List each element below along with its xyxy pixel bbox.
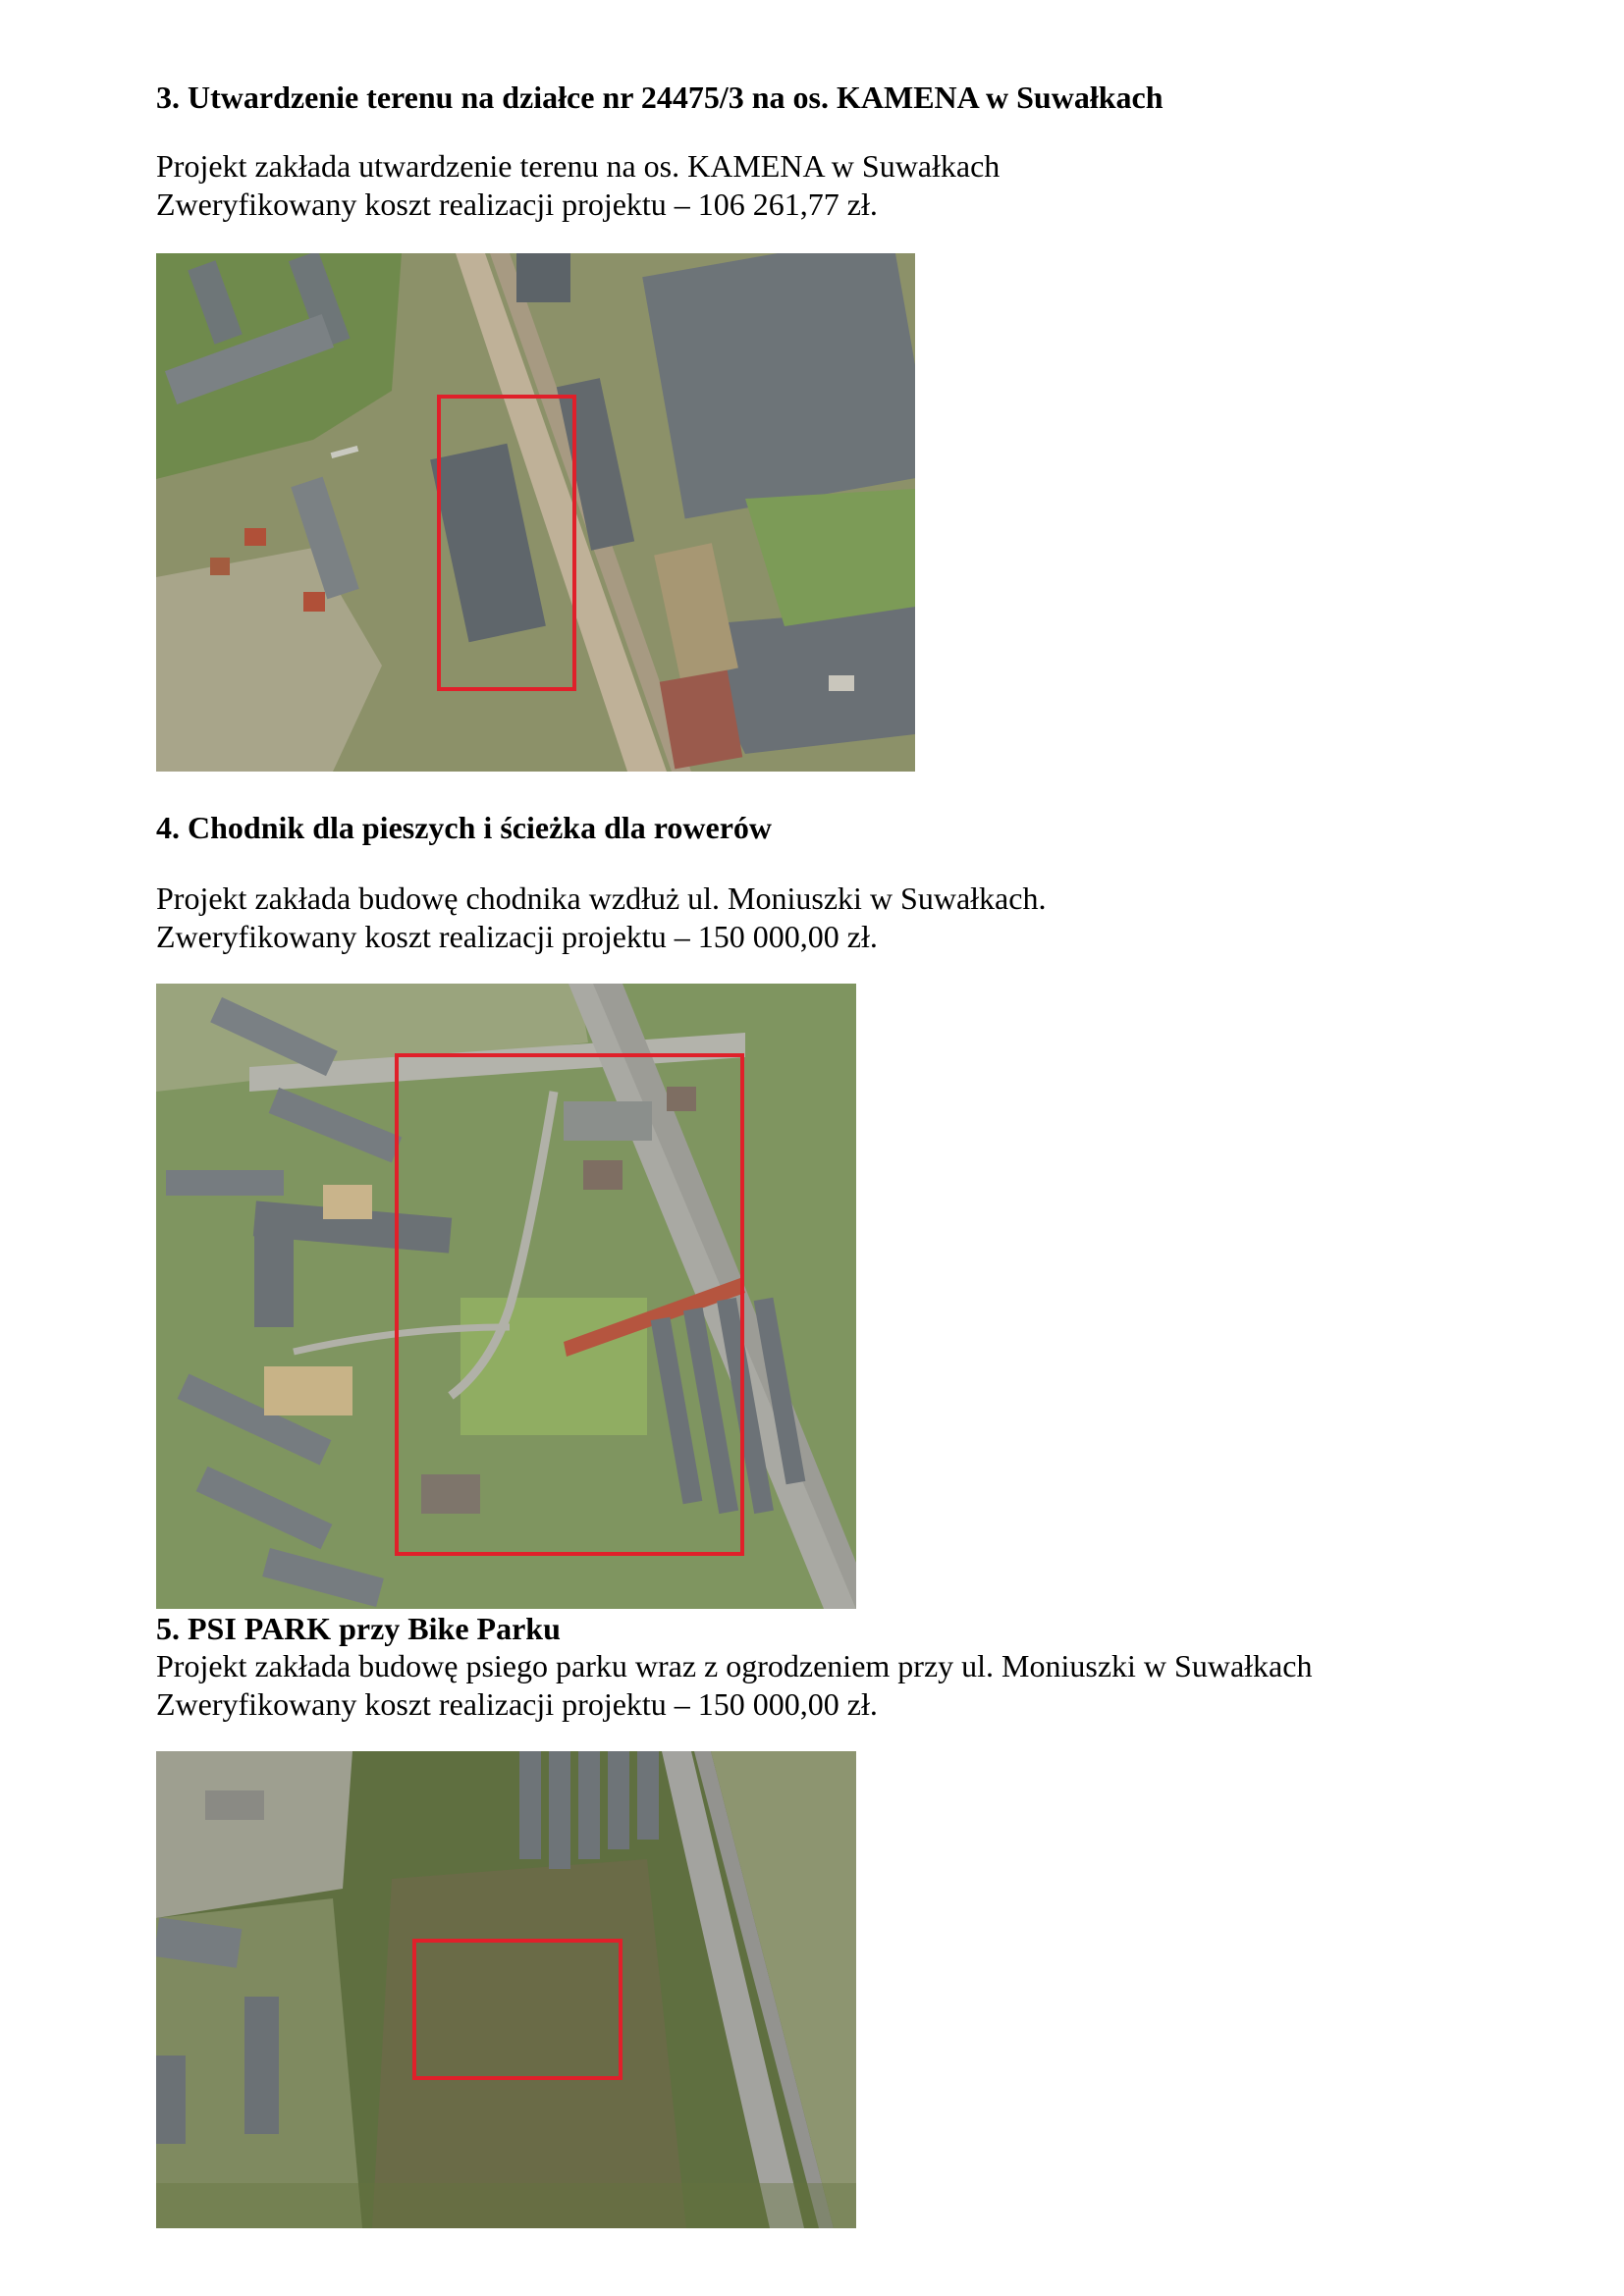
section-3-heading: 3. Utwardzenie terenu na działce nr 24475/3 na os. KAMENA w Suwałkach <box>156 80 1164 115</box>
section-3-cost: Zweryfikowany koszt realizacji projektu – 106 261,77 zł. <box>156 187 878 222</box>
section-4-text <box>156 880 1046 956</box>
section-4-aerial-map <box>156 984 856 1609</box>
section-5-cost: Zweryfikowany koszt realizacji projektu – 150 000,00 zł. <box>156 1686 878 1722</box>
section-4-cost: Zweryfikowany koszt realizacji projektu – 150 000,00 zł. <box>156 919 878 954</box>
section-5-description: Projekt zakłada budowę psiego parku wraz z ogrodzeniem przy ul. Moniuszki w Suwałkach <box>156 1648 1313 1683</box>
section-5-aerial-map <box>156 1751 856 2228</box>
section-5-text <box>156 1647 1312 1724</box>
section-3-description: Projekt zakłada utwardzenie terenu na os. KAMENA w Suwałkach <box>156 148 1001 184</box>
section-4-heading: 4. Chodnik dla pieszych i ścieżka dla rowerów <box>156 810 772 845</box>
section-4-description: Projekt zakłada budowę chodnika wzdłuż ul. Moniuszki w Suwałkach. <box>156 881 1047 916</box>
section-5-heading: 5. PSI PARK przy Bike Parku <box>156 1611 561 1646</box>
section-3-aerial-map <box>156 253 915 772</box>
section-3-text <box>156 147 1000 224</box>
